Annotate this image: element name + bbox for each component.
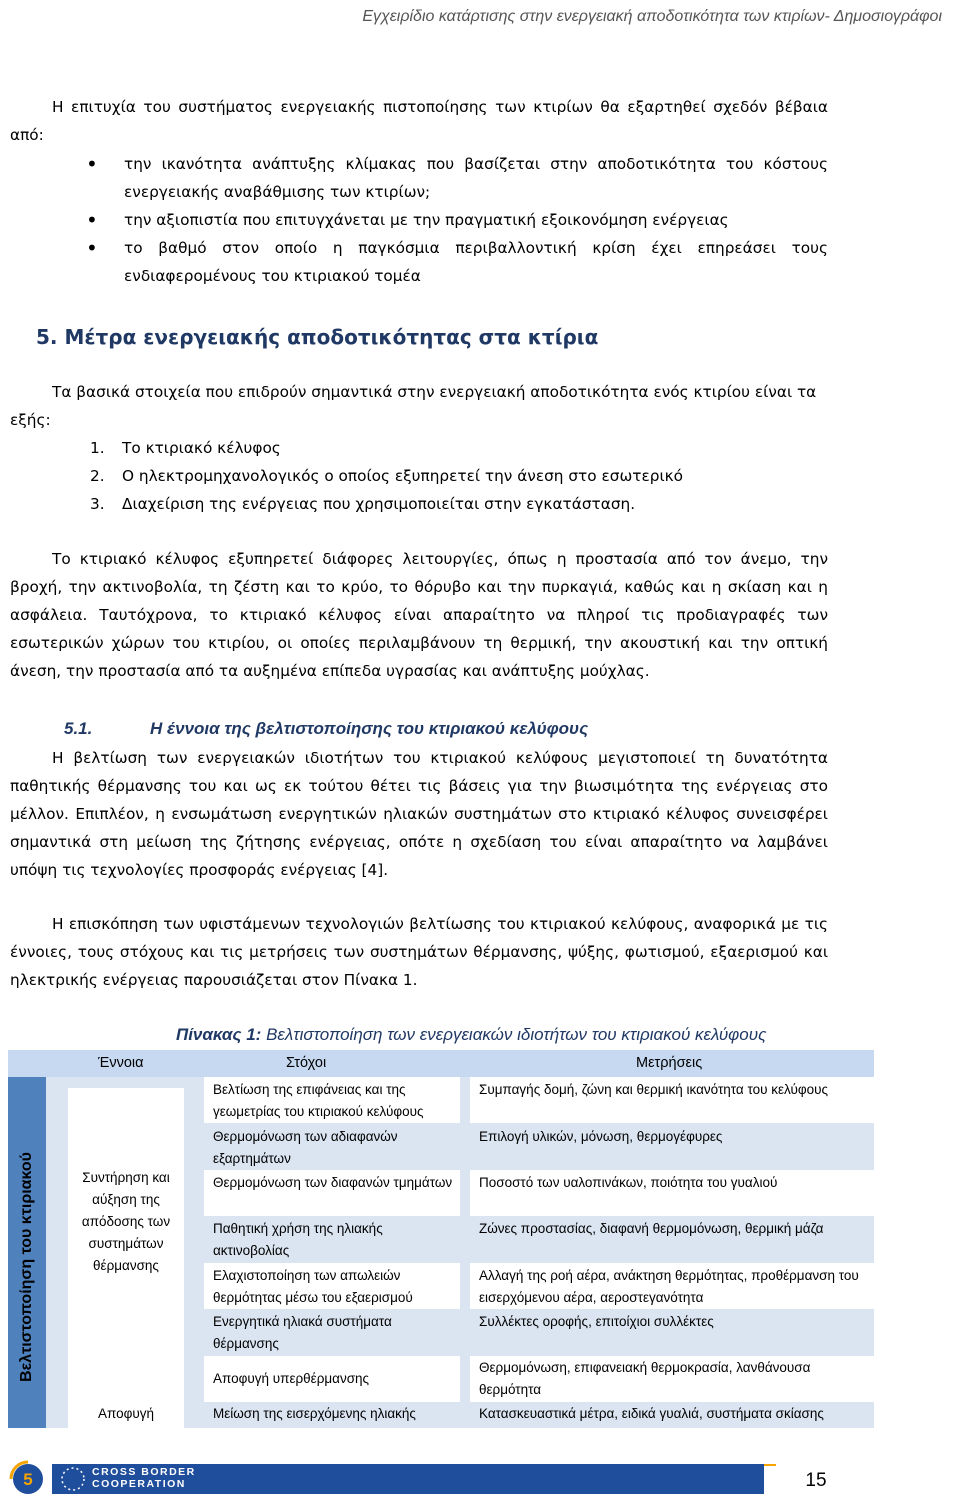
list-item: 1. Το κτιριακό κέλυφος — [90, 439, 281, 457]
table-cell-measure: Αλλαγή της ροή αέρα, ανάκτηση θερμότητας, προθέρμανση του εισερχόμενου αέρα, αεροστεγανότητα — [479, 1268, 859, 1305]
concept-heating-systems: Συντήρηση και αύξηση της απόδοσης των συστημάτων θέρμανσης — [81, 1170, 171, 1273]
bullet-item: • το βαθμό στον οποίο η παγκόσμια περιβαλλοντική κρίση έχει επηρεάσει τους ενδιαφερομένους του κτιριακού τομέα — [124, 234, 828, 290]
section-5-paragraph-text: Το κτιριακό κέλυφος εξυπηρετεί διάφορες λειτουργίες, όπως η προστασία από τον άνεμο, την βροχή, την ακτινοβολία, τη ζέστη και το κρύο, το θόρυβο και την πυρκαγιά, καθώς και η σκίαση και η ασφάλεια. Ταυτόχρονα, το κτιριακό κέλυφος είναι απαραίτητο να πληροί τις προδιαγραφές των εσωτερικών χώρων του κτιρίου, οι οποίες περιλαμβάνουν τη θερμική, την ακουστική και την οπτική άνεση, την προστασία από τα αυξημένα επίπεδα υγρασίας και ανάπτυξης μούχλας. — [10, 550, 828, 680]
star-circle-icon — [60, 1466, 86, 1492]
section-5-1-paragraph-1-text: Η βελτίωση των ενεργειακών ιδιοτήτων του κτιριακού κελύφους μεγιστοποιεί τη δυνατότητα παθητικής θέρμανσης του και ως εκ τούτου θέτει τις βάσεις για την βιωσιμότητα της ενέργειας στο μέλλον. Επιπλέον, η ενσωμάτωση ενεργητικών ηλιακών συστημάτων στο κτιριακό κέλυφος συνεισφέρει σημαντικά στη μείωση της ζήτησης ενέργειας, οπότε η σχεδίαση του είναι απαραίτητο να λαμβάνει υπόψη τις τεχνολογίες προσφοράς ενέργειας [4]. — [10, 749, 828, 879]
table-cell-goal: Βελτίωση της επιφάνειας και της γεωμετρίας του κτιριακού κελύφους — [213, 1082, 424, 1119]
list-item: 3. Διαχείριση της ενέργειας που χρησιμοποιείται στην εγκατάσταση. — [90, 495, 636, 513]
section-5-1-paragraph-1 — [10, 744, 828, 884]
section-5-heading — [36, 325, 598, 349]
table-cell-measure: Συλλέκτες οροφής, επιτοίχιοι συλλέκτες — [479, 1314, 714, 1329]
section-5-1-paragraph-2 — [10, 910, 828, 994]
eu-logo — [8, 1460, 52, 1498]
subsection-number: 5.1. — [64, 719, 93, 738]
table-caption — [176, 1025, 766, 1045]
subsection-title: Η έννοια της βελτιστοποίησης του κτιριακού κελύφους — [150, 719, 589, 738]
table-cell-goal: Αποφυγή υπερθέρμανσης — [213, 1371, 370, 1386]
cross-border-logo-text: CROSS BORDER COOPERATION — [92, 1466, 196, 1490]
element-list — [90, 434, 830, 518]
intro-bullet-list — [124, 150, 828, 290]
section-5-1-paragraph-2-text: Η επισκόπηση των υφιστάμενων τεχνολογιών βελτίωσης του κτιριακού κελύφους, αναφορικά με τις έννοιες, τους στόχους και τις μετρήσεις των συστημάτων θέρμανσης, ψύξης, φωτισμού, εξαερισμού και ηλεκτρικής ενέργειας παρουσιάζεται στον Πίνακα 1. — [10, 915, 828, 989]
list-item: 2. Ο ηλεκτρομηχανολογικός ο οποίος εξυπηρετεί την άνεση στο εσωτερικό — [90, 467, 683, 485]
section-title: Μέτρα ενεργειακής αποδοτικότητας στα κτίρια — [64, 325, 599, 349]
section-5-paragraph — [10, 545, 828, 685]
table-cell-measure: Συμπαγής δομή, ζώνη και θερμική ικανότητα του κελύφους — [479, 1082, 828, 1097]
intro-paragraph — [10, 93, 828, 149]
header-concept: Έννοια — [98, 1055, 144, 1071]
table-cell-measure: Κατασκευαστικά μέτρα, ειδικά γυαλιά, συστήματα σκίασης — [479, 1406, 824, 1421]
table-cell-goal: Ενεργητικά ηλιακά συστήματα θέρμανσης — [213, 1314, 392, 1351]
page-number: 15 — [764, 1466, 868, 1496]
optimization-table — [8, 1050, 874, 1428]
section-number: 5. — [36, 325, 58, 349]
section-5-1-heading — [64, 719, 588, 739]
table-cell-goal: Μείωση της εισερχόμενης ηλιακής — [213, 1406, 416, 1421]
table-cell-measure: Επιλογή υλικών, μόνωση, θερμογέφυρες — [479, 1129, 723, 1144]
bullet-item: • την ικανότητα ανάπτυξης κλίμακας που βασίζεται στην αποδοτικότητα του κόστους ενεργειακής αναβάθμισης των κτιρίων; — [124, 150, 828, 206]
intro-text: Η επιτυχία του συστήματος ενεργειακής πιστοποίησης των κτιρίων θα εξαρτηθεί σχεδόν βέβαια από: — [10, 98, 828, 144]
table-header-row — [8, 1050, 874, 1077]
bullet-item: • την αξιοπιστία που επιτυγχάνεται με την πραγματική εξοικονόμηση ενέργειας — [124, 206, 828, 234]
table-side-label-cell — [8, 1077, 46, 1428]
section-5-intro — [10, 378, 828, 434]
table-cell-goal: Θερμομόνωση των αδιαφανών εξαρτημάτων — [213, 1129, 398, 1166]
table-caption-label: Πίνακας 1: — [176, 1025, 262, 1044]
table-cell-measure: Ποσοστό των υαλοπινάκων, ποιότητα του γυαλιού — [479, 1175, 778, 1190]
svg-text:5: 5 — [23, 1470, 33, 1489]
table-cell-measure: Θερμομόνωση, επιφανειακή θερμοκρασία, λανθάνουσα θερμότητα — [479, 1360, 811, 1397]
running-header: Εγχειρίδιο κατάρτισης στην ενεργειακή αποδοτικότητα των κτιρίων- Δημοσιογράφοι — [362, 8, 942, 25]
table-side-label: Βελτιστοποίηση του κτιριακού — [18, 1152, 35, 1382]
header-goals: Στόχοι — [286, 1055, 327, 1071]
table-cell-goal: Παθητική χρήση της ηλιακής ακτινοβολίας — [213, 1221, 383, 1258]
section-5-intro-text: Τα βασικά στοιχεία που επιδρούν σημαντικά στην ενεργειακή αποδοτικότητα ενός κτιρίου είναι τα εξής: — [10, 383, 817, 429]
table-caption-text: Βελτιστοποίηση των ενεργειακών ιδιοτήτων του κτιριακού κελύφους — [266, 1025, 767, 1044]
table-cell-goal: Ελαχιστοποίηση των απωλειών θερμότητας μέσω του εξαερισμού — [213, 1268, 413, 1305]
header-measures: Μετρήσεις — [636, 1055, 703, 1071]
table-cell-measure: Ζώνες προστασίας, διαφανή θερμομόνωση, θερμική μάζα — [479, 1221, 824, 1236]
table-cell-goal: Θερμομόνωση των διαφανών τμημάτων — [213, 1175, 453, 1190]
concept-avoidance: Αποφυγή — [97, 1406, 155, 1421]
